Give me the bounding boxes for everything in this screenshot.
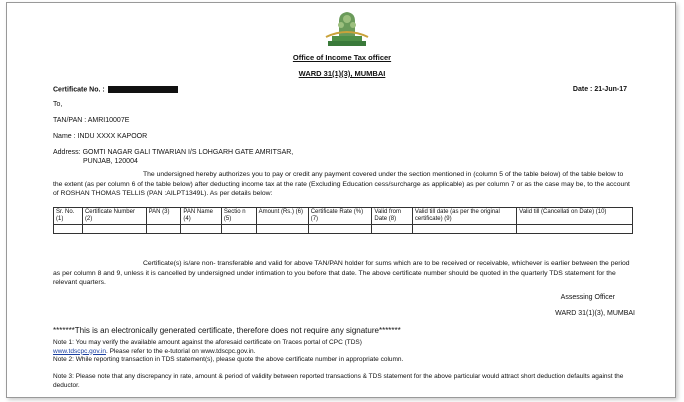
address-line-1: Address: GOMTI NAGAR GALI TIWARIAN I/S LOHGARH GATE AMRITSAR, <box>53 149 294 156</box>
certificate-number-label: Certificate No. : <box>53 86 105 94</box>
addressee-name: Name : INDU XXXX KAPOOR <box>53 133 148 140</box>
col-rate: Certificate Rate (%) (7) <box>308 208 372 225</box>
col-pan: PAN (3) <box>146 208 181 225</box>
note-1-text: Note 1: You may verify the available amount against the aforesaid certificate on Traces portal of CPC (TDS) <box>53 339 362 346</box>
note-3: Note 3: Please note that any discrepancy in rate, amount & period of validity between reported transactions & TDS statement for the above particular would attract short deduction defaults against the deductor. <box>53 373 624 389</box>
col-sr-no: Sr. No. (1) <box>54 208 83 225</box>
col-section: Sectio n (5) <box>221 208 256 225</box>
col-valid-till: Valid till date (as per the original certificate) (9) <box>412 208 516 225</box>
validity-paragraph: Certificate(s) is/are non- transferable and valid for above TAN/PAN holder for sums which are to be received or receivable, whichever is earlier between the period as per column 8 and 9, unless it is cancelled by undersigned under intimation to you before that date. The above certificate number should be quoted in the quarterly TDS statement for the relevant quarters. <box>53 260 630 287</box>
office-title: Office of Income Tax officer <box>292 53 392 62</box>
certificate-page <box>6 2 676 398</box>
note-1 <box>53 339 633 356</box>
col-certificate-number: Certificate Number (2) <box>82 208 146 225</box>
signature-ward: WARD 31(1)(3), MUMBAI <box>555 310 635 317</box>
assessing-officer: Assessing Officer <box>560 294 615 301</box>
table-header-row <box>54 208 633 225</box>
note-1-tutorial: . Please refer to the e-tutorial on www.tdscpc.gov.in. <box>105 347 256 355</box>
col-pan-name: PAN Name (4) <box>181 208 222 225</box>
electronic-certificate-note: *******This is an electronically generated certificate, therefore does not require any signature******* <box>53 326 401 335</box>
ward-title: WARD 31(1)(3), MUMBAI <box>298 69 386 78</box>
national-emblem-icon <box>322 7 372 47</box>
col-cancellation-date: Valid till (Cancellati on Date) (10) <box>517 208 633 225</box>
address-line-2: PUNJAB, 120004 <box>83 158 138 165</box>
note-2: Note 2: While reporting transaction in TDS statement(s), please quote the above certificate number in appropriate column. <box>53 356 404 363</box>
to-line: To, <box>53 101 63 108</box>
tan-pan: TAN/PAN : AMRI10007E <box>53 117 130 124</box>
col-valid-from: Valid from Date (8) <box>372 208 413 225</box>
tdscpc-link[interactable]: www.tdscpc.gov.in <box>53 347 106 355</box>
authorization-paragraph: The undersigned hereby authorizes you to pay or credit any payment covered under the section mentioned in (column 5 of the table below) of the table below to the extent (as per column 6 of the table below) after deducting income tax at the rate (Excluding Education cess/surcharge as applicable) as per column 7 or as the case may be, to the account of ROSHAN THOMAS TELLIS (PAN :AILPT1349L). As per details below: <box>53 171 630 198</box>
redacted-certificate-number <box>108 86 178 93</box>
col-amount: Amount (Rs.) (6) <box>256 208 308 225</box>
table-row <box>54 225 633 234</box>
certificate-table <box>53 207 633 234</box>
certificate-number-row <box>53 86 178 93</box>
certificate-date: Date : 21-Jun-17 <box>572 86 627 93</box>
